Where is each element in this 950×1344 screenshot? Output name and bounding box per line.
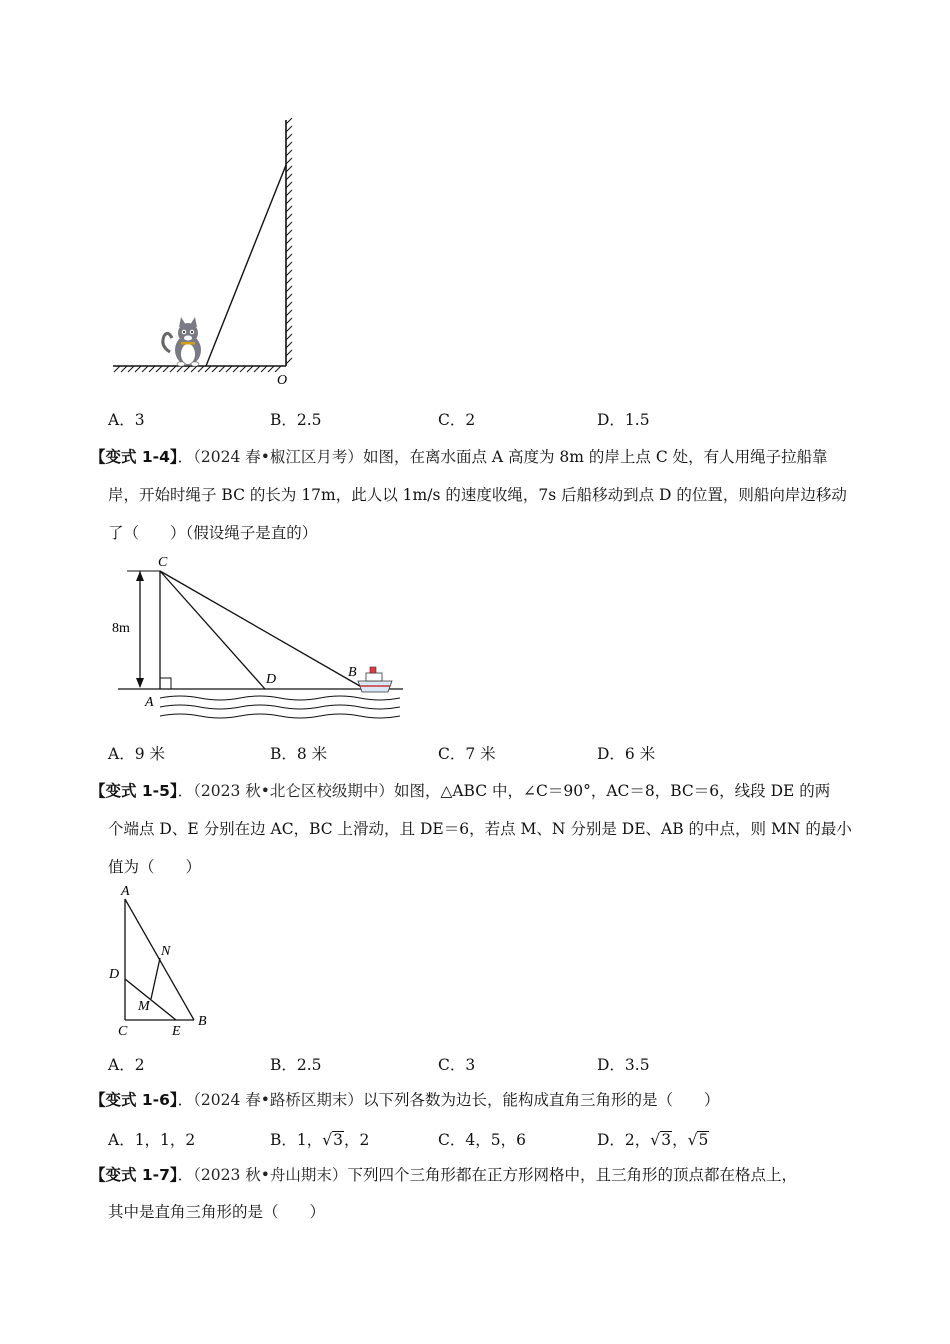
point-o-label: O (277, 373, 288, 388)
option-b[interactable] (270, 1128, 369, 1150)
option-a[interactable]: A．2 (108, 1056, 145, 1074)
question-1-5-line3: 值为（ ） (108, 858, 202, 876)
question-1-4-line2: 岸，开始时绳子 BC 的长为 17m，此人以 1m/s 的速度收绳，7s 后船移动到点 D 的位置，则船向岸边移动 (108, 486, 847, 504)
boat-illustration (358, 667, 392, 692)
point-m-label: M (138, 999, 150, 1014)
question-text: 如图，△ABC 中，∠C＝90°，AC＝8，BC＝6，线段 DE 的两 (393, 782, 831, 800)
question-1-4-line1 (90, 445, 828, 467)
option-b-prefix: B．1， (270, 1131, 323, 1149)
option-a[interactable]: A．3 (108, 411, 145, 429)
wall-hatching (286, 118, 292, 364)
option-b[interactable]: B．8 米 (270, 745, 328, 763)
point-d-label: D (266, 672, 277, 687)
option-a[interactable]: A．9 米 (108, 745, 165, 763)
ladder-line (206, 165, 286, 366)
point-a-label: A (121, 884, 130, 899)
point-b-label: B (198, 1014, 207, 1029)
sqrt-3: √3 (322, 1131, 344, 1149)
option-c[interactable]: C．3 (438, 1056, 476, 1074)
figure-triangle-abc (0, 880, 950, 1040)
option-b[interactable]: B．2.5 (270, 1056, 322, 1074)
figure-boat-rope (0, 550, 950, 730)
question-1-6-line1 (90, 1088, 719, 1110)
option-a[interactable]: A．1，1，2 (108, 1131, 196, 1149)
option-b[interactable]: B．2.5 (270, 411, 322, 429)
option-d[interactable]: D．6 米 (597, 745, 656, 763)
question-tag: 【变式 1-6】 (90, 1091, 178, 1109)
question-1-7-line1 (90, 1163, 797, 1185)
option-c[interactable]: C．4，5，6 (438, 1131, 526, 1149)
point-c-label: C (118, 1024, 128, 1039)
point-d-label: D (109, 967, 120, 982)
cat-illustration (163, 317, 201, 366)
point-c-label: C (158, 555, 168, 570)
sqrt-3: √3 (650, 1131, 672, 1149)
question-1-4-line3: 了（ ）（假设绳子是直的） (108, 524, 318, 542)
point-b-label: B (348, 665, 357, 680)
option-d-separator: ， (672, 1131, 688, 1149)
option-d[interactable]: D．3.5 (597, 1056, 650, 1074)
point-a-label: A (145, 695, 154, 710)
option-b-suffix: ，2 (344, 1131, 370, 1149)
option-c[interactable]: C．2 (438, 411, 476, 429)
option-d[interactable]: D．1.5 (597, 411, 650, 429)
question-tag: 【变式 1-7】 (90, 1166, 178, 1184)
question-tag: 【变式 1-4】 (90, 448, 178, 466)
question-1-7-line2: 其中是直角三角形的是（ ） (108, 1203, 326, 1221)
point-n-label: N (161, 944, 171, 959)
figure-ladder-wall (0, 0, 950, 400)
question-text: 以下列各数为边长，能构成直角三角形的是（ ） (362, 1091, 720, 1109)
ground-hatching (114, 366, 281, 372)
question-source: ．（2023 秋•舟山期末） (177, 1166, 348, 1184)
question-text: 如图，在离水面点 A 高度为 8m 的岸上点 C 处，有人用绳子拉船靠 (362, 448, 828, 466)
question-source: ．（2024 春•路桥区期末） (177, 1091, 363, 1109)
question-1-5-line1 (90, 779, 830, 801)
option-c[interactable]: C．7 米 (438, 745, 496, 763)
question-source: ．（2024 春•椒江区月考） (177, 448, 363, 466)
option-d-prefix: D．2， (597, 1131, 651, 1149)
option-d[interactable] (597, 1128, 709, 1150)
question-tag: 【变式 1-5】 (90, 782, 178, 800)
question-text: 下列四个三角形都在正方形网格中，且三角形的顶点都在格点上， (347, 1166, 797, 1184)
point-e-label: E (172, 1024, 181, 1039)
sqrt-5: √5 (687, 1131, 709, 1149)
question-source: ．（2023 秋•北仑区校级期中） (177, 782, 394, 800)
height-label: 8m (112, 621, 130, 636)
question-1-5-line2: 个端点 D、E 分别在边 AC，BC 上滑动，且 DE＝6，若点 M、N 分别是 DE、AB 的中点，则 MN 的最小 (108, 820, 852, 838)
